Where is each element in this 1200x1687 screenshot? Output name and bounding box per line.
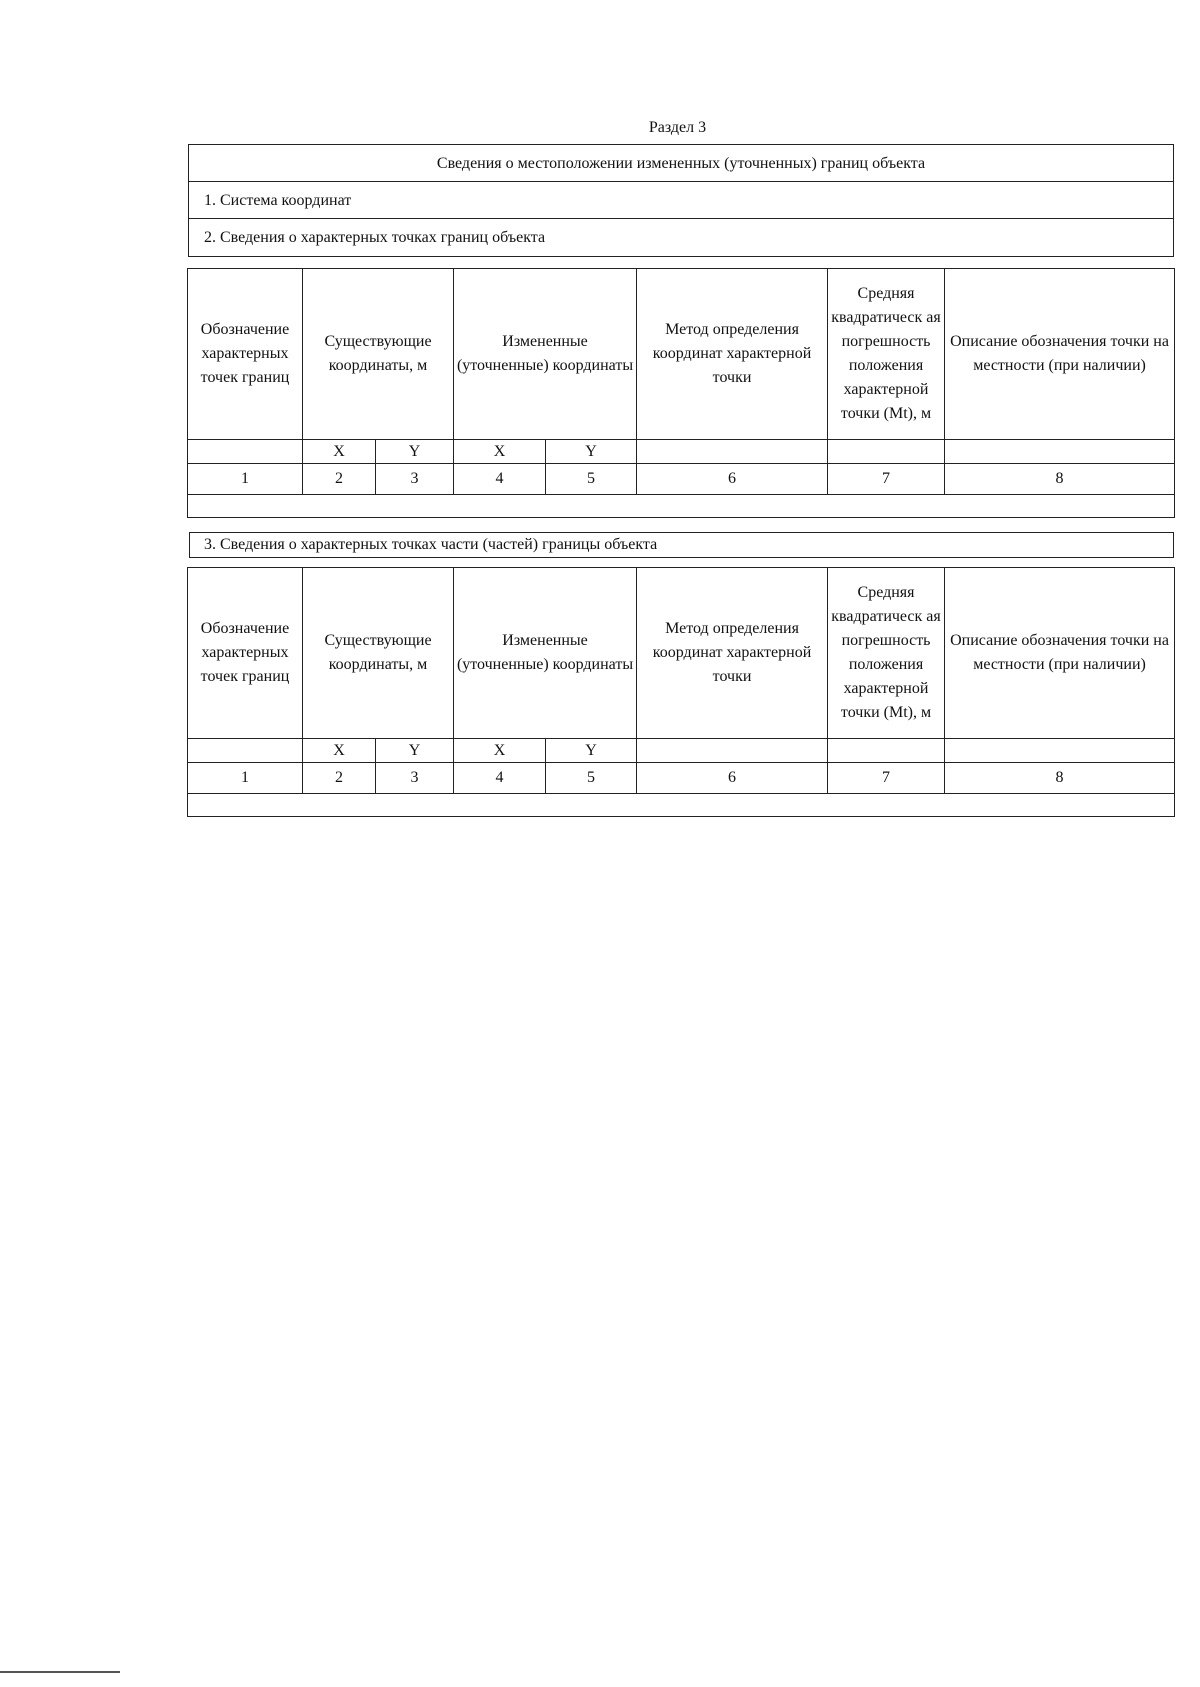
column-number: 4: [454, 464, 546, 495]
x-label: X: [303, 440, 376, 464]
column-number-row: [188, 464, 1175, 495]
header-existing-coords: Существующие координаты, м: [303, 568, 454, 739]
column-number-row: [188, 763, 1175, 794]
y-label: Y: [546, 440, 637, 464]
header-point-designation: Обозначение характерных точек границ: [188, 269, 303, 440]
column-number: 7: [828, 763, 945, 794]
column-number: 7: [828, 464, 945, 495]
section-title: Раздел 3: [648, 119, 707, 136]
column-number: 2: [303, 464, 376, 495]
header-method: Метод определения координат характерной точки: [637, 269, 828, 440]
header-description: Описание обозначения точки на местности (при наличии): [945, 568, 1175, 739]
table-header-row: [188, 568, 1175, 739]
x-label: X: [303, 739, 376, 763]
column-number: 3: [376, 763, 454, 794]
column-number: 2: [303, 763, 376, 794]
section-block: [188, 144, 1174, 257]
column-number: 8: [945, 464, 1175, 495]
part-boundary-points-item: 3. Сведения о характерных точках части (частей) границы объекта: [189, 532, 1174, 558]
header-mean-error: Средняя квадратическ ая погрешность положения характерной точки (Mt), м: [828, 568, 945, 739]
xy-row: [188, 440, 1175, 464]
header-point-designation: Обозначение характерных точек границ: [188, 568, 303, 739]
column-number: 5: [546, 763, 637, 794]
empty-row: [188, 495, 1175, 518]
column-number: 5: [546, 464, 637, 495]
coordinate-system-item: 1. Система координат: [189, 182, 1173, 219]
header-description: Описание обозначения точки на местности (при наличии): [945, 269, 1175, 440]
header-mean-error: Средняя квадратическ ая погрешность положения характерной точки (Mt), м: [828, 269, 945, 440]
column-number: 1: [188, 464, 303, 495]
y-label: Y: [376, 440, 454, 464]
empty-row: [188, 794, 1175, 817]
column-number: 6: [637, 464, 828, 495]
header-changed-coords: Измененные (уточненные) координаты: [454, 269, 637, 440]
part-boundary-points-table: [187, 567, 1175, 817]
header-method: Метод определения координат характерной точки: [637, 568, 828, 739]
table-header-row: [188, 269, 1175, 440]
column-number: 1: [188, 763, 303, 794]
column-number: 4: [454, 763, 546, 794]
boundary-points-item: 2. Сведения о характерных точках границ объекта: [204, 229, 546, 246]
scan-artifact: [0, 1671, 120, 1673]
block-title: Сведения о местоположении измененных (уточненных) границ объекта: [189, 145, 1173, 182]
boundary-points-table: [187, 268, 1175, 518]
y-label: Y: [546, 739, 637, 763]
xy-row: [188, 739, 1175, 763]
header-changed-coords: Измененные (уточненные) координаты: [454, 568, 637, 739]
x-label: X: [454, 440, 546, 464]
header-existing-coords: Существующие координаты, м: [303, 269, 454, 440]
x-label: X: [454, 739, 546, 763]
column-number: 8: [945, 763, 1175, 794]
y-label: Y: [376, 739, 454, 763]
column-number: 6: [637, 763, 828, 794]
column-number: 3: [376, 464, 454, 495]
